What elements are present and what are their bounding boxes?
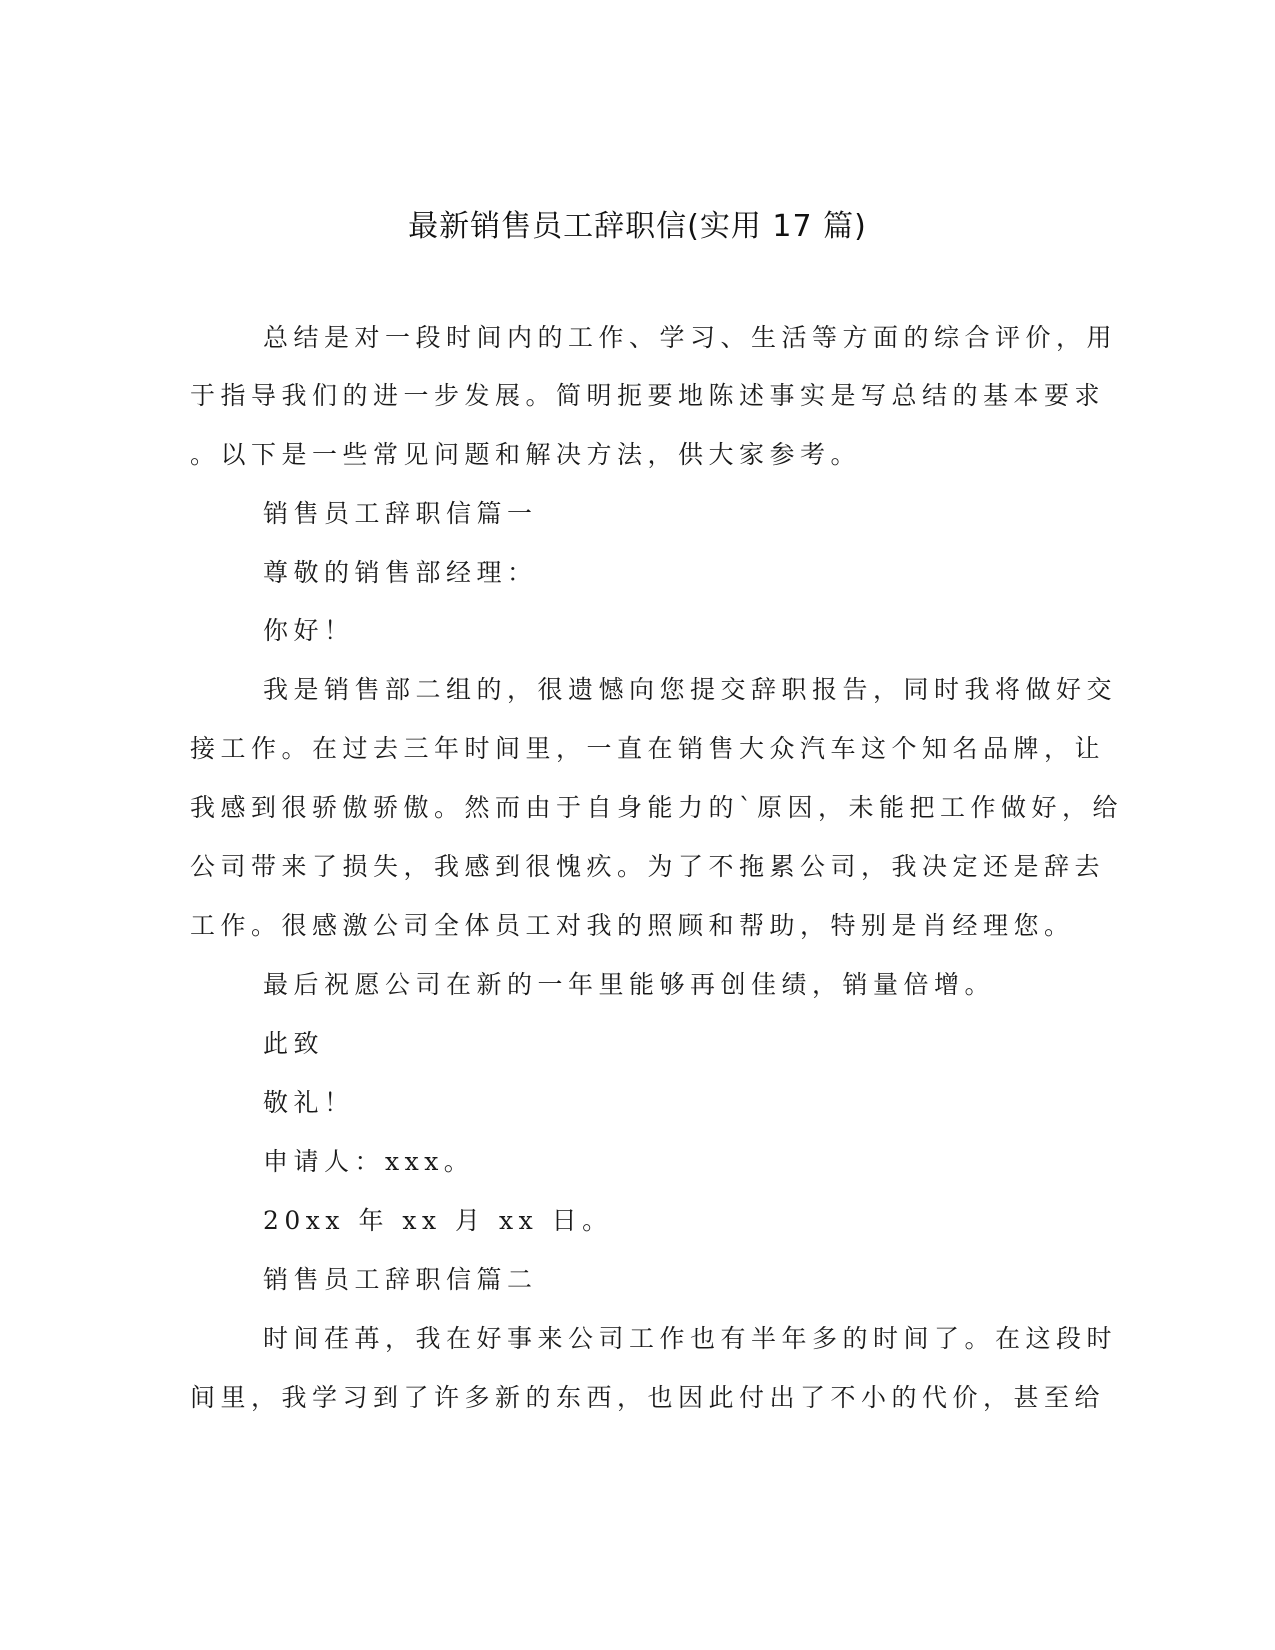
letter1-applicant: 申请人：xxx。 [263, 1147, 475, 1176]
letter1-body-line: 我是销售部二组的，很遗憾向您提交辞职报告，同时我将做好交 [263, 675, 1118, 704]
letter2-body-line: 时间荏苒，我在好事来公司工作也有半年多的时间了。在这段时 [263, 1324, 1118, 1353]
letter2-heading: 销售员工辞职信篇二 [263, 1265, 538, 1294]
letter1-salutation: 尊敬的销售部经理： [263, 558, 538, 587]
letter1-body-line: 工作。很感激公司全体员工对我的照顾和帮助，特别是肖经理您。 [190, 911, 1075, 940]
intro-line: 于指导我们的进一步发展。简明扼要地陈述事实是写总结的基本要求 [190, 381, 1106, 410]
letter1-regards: 敬礼！ [263, 1088, 355, 1117]
document-title: 最新销售员工辞职信(实用 17 篇) [408, 209, 867, 244]
letter1-body-line: 我感到很骄傲骄傲。然而由于自身能力的`原因，未能把工作做好，给 [190, 793, 1124, 822]
intro-line: 总结是对一段时间内的工作、学习、生活等方面的综合评价，用 [263, 323, 1118, 352]
letter2-body-line: 间里，我学习到了许多新的东西，也因此付出了不小的代价，甚至给 [190, 1383, 1106, 1412]
intro-line: 。以下是一些常见问题和解决方法，供大家参考。 [190, 440, 862, 469]
letter1-heading: 销售员工辞职信篇一 [263, 499, 538, 528]
letter1-body-line: 接工作。在过去三年时间里，一直在销售大众汽车这个知名品牌，让 [190, 734, 1106, 763]
letter1-body-line: 公司带来了损失，我感到很愧疚。为了不拖累公司，我决定还是辞去 [190, 852, 1106, 881]
letter1-closing: 此致 [263, 1029, 325, 1058]
letter1-greeting: 你好！ [263, 616, 355, 645]
letter1-date: 20xx 年 xx 月 xx 日。 [263, 1206, 613, 1235]
letter1-wish: 最后祝愿公司在新的一年里能够再创佳绩，销量倍增。 [263, 970, 996, 999]
